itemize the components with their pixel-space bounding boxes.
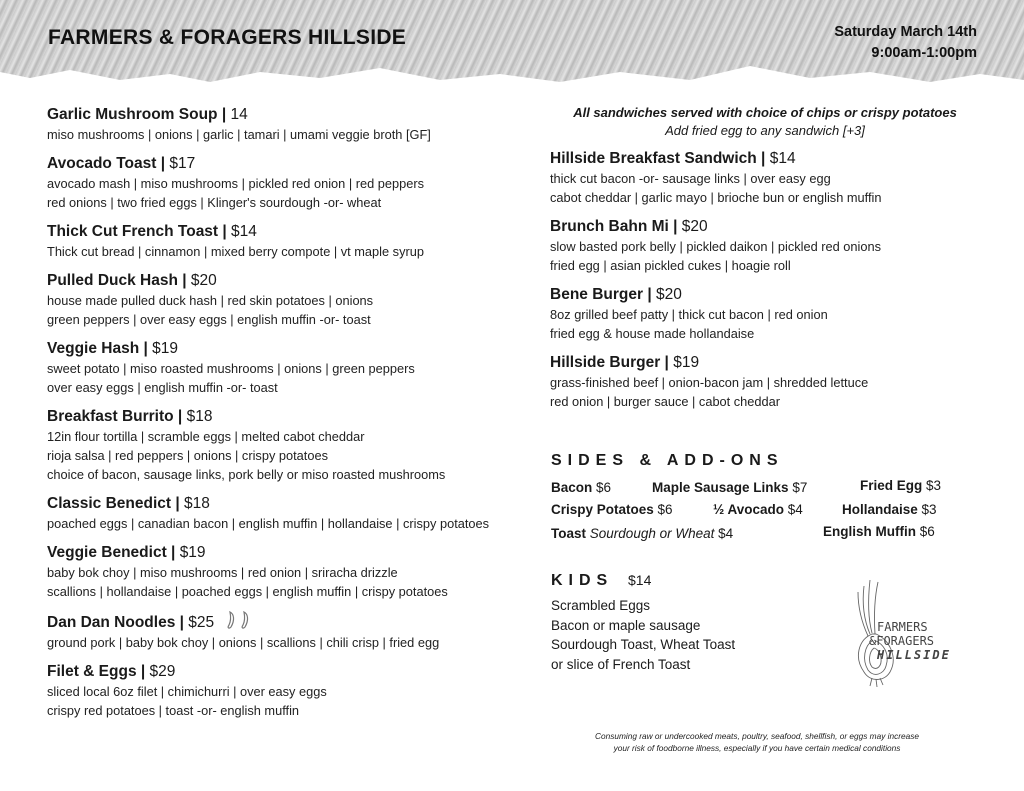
sandwich-note — [550, 104, 980, 140]
item-name: Classic Benedict — [47, 495, 172, 512]
item-name: Garlic Mushroom Soup — [47, 106, 218, 123]
side-item — [842, 502, 937, 517]
item-desc: miso mushrooms | onions | garlic | tamari | umami veggie broth [GF] — [47, 127, 431, 142]
item-name: Pulled Duck Hash — [47, 272, 178, 289]
item-desc: ground pork | baby bok choy | onions | scallions | chili crisp | fried egg — [47, 635, 440, 650]
item-price: $25 — [188, 614, 215, 631]
kids-line: Scrambled Eggs — [551, 598, 651, 613]
side-price: $4 — [718, 526, 734, 541]
menu-item: Filet & Eggs | $29 sliced local 6oz filet | chimichurri | over easy eggs crispy red potatoes | toast -or- english muffin — [47, 661, 527, 720]
side-price: $6 — [919, 524, 935, 539]
side-item — [551, 480, 611, 495]
item-price: $20 — [655, 286, 682, 303]
item-desc: cabot cheddar | garlic mayo | brioche bun or english muffin — [550, 190, 882, 205]
menu-item: Brunch Bahn Mi | $20 slow basted pork belly | pickled daikon | pickled red onions fried egg | asian pickled cukes | hoagie roll — [550, 216, 980, 275]
side-item — [860, 478, 941, 493]
menu-item: Pulled Duck Hash | $20 house made pulled duck hash | red skin potatoes | onions green peppers | over easy eggs | english muffin -or- toast — [47, 270, 527, 329]
logo-text — [869, 620, 951, 662]
item-desc: red onions | two fried eggs | Klinger's sourdough -or- wheat — [47, 195, 382, 210]
item-name: Hillside Breakfast Sandwich — [550, 150, 757, 167]
menu-item: Veggie Hash | $19 sweet potato | miso roasted mushrooms | onions | green peppers over easy eggs | english muffin -or- toast — [47, 338, 527, 397]
side-detail: Sourdough or Wheat — [589, 526, 715, 541]
item-desc: poached eggs | canadian bacon | english muffin | hollandaise | crispy potatoes — [47, 516, 490, 531]
menu-item: Bene Burger | $20 8oz grilled beef patty | thick cut bacon | red onion fried egg & house made hollandaise — [550, 284, 980, 343]
item-name: Veggie Benedict — [47, 544, 167, 561]
date-label: Saturday March 14th — [834, 24, 977, 40]
side-price: $7 — [792, 480, 808, 495]
side-name: English Muffin — [823, 524, 916, 539]
foodborne-disclaimer — [548, 730, 966, 754]
menu-item: Thick Cut French Toast | $14 Thick cut bread | cinnamon | mixed berry compote | vt maple syrup — [47, 221, 527, 261]
item-desc: green peppers | over easy eggs | english muffin -or- toast — [47, 312, 371, 327]
item-desc: scallions | hollandaise | poached eggs | english muffin | crispy potatoes — [47, 584, 448, 599]
chili-pepper-icon — [224, 610, 258, 630]
item-desc: red onion | burger sauce | cabot cheddar — [550, 394, 781, 409]
logo-line2: &FORAGERS — [869, 634, 935, 648]
item-price: 14 — [230, 106, 248, 123]
disclaimer-line2: your risk of foodborne illness, especially if you have certain medical conditions — [613, 743, 901, 753]
item-desc: baby bok choy | miso mushrooms | red onion | sriracha drizzle — [47, 565, 398, 580]
item-desc: crispy red potatoes | toast -or- english muffin — [47, 703, 300, 718]
service-date — [834, 22, 977, 64]
torn-edge — [0, 60, 1024, 100]
kids-list — [551, 596, 735, 674]
side-item — [551, 502, 673, 517]
item-price: $18 — [186, 408, 213, 425]
item-price: $20 — [190, 272, 217, 289]
side-item — [823, 524, 935, 539]
sandwich-note-line2: Add fried egg to any sandwich [+3] — [665, 123, 865, 138]
item-name: Brunch Bahn Mi — [550, 218, 669, 235]
item-desc: house made pulled duck hash | red skin potatoes | onions — [47, 293, 374, 308]
item-price: $19 — [673, 354, 700, 371]
kids-heading: KIDS — [551, 572, 614, 589]
menu-item: Breakfast Burrito | $18 12in flour tortilla | scramble eggs | melted cabot cheddar rioja salsa | red peppers | onions | crispy potatoes choice of bacon, sausage links, pork belly or miso roasted mushrooms — [47, 406, 527, 484]
item-desc: Thick cut bread | cinnamon | mixed berry compote | vt maple syrup — [47, 244, 424, 259]
right-menu-column — [550, 104, 980, 420]
restaurant-title: FARMERS & FORAGERS HILLSIDE — [48, 26, 407, 49]
item-desc: avocado mash | miso mushrooms | pickled red onion | red peppers — [47, 176, 425, 191]
item-desc: 12in flour tortilla | scramble eggs | melted cabot cheddar — [47, 429, 365, 444]
item-name: Breakfast Burrito — [47, 408, 174, 425]
item-desc: thick cut bacon -or- sausage links | over easy egg — [550, 171, 831, 186]
side-price: $6 — [596, 480, 612, 495]
item-desc: fried egg | asian pickled cukes | hoagie roll — [550, 258, 791, 273]
logo-line3: HILLSIDE — [877, 648, 951, 662]
menu-item: Avocado Toast | $17 avocado mash | miso mushrooms | pickled red onion | red peppers red onions | two fried eggs | Klinger's sourdough -or- wheat — [47, 153, 527, 212]
item-name: Bene Burger — [550, 286, 644, 303]
side-name: Toast — [551, 526, 587, 541]
menu-item: Dan Dan Noodles | $25 ground pork | baby bok choy | onions | scallions | chili crisp | fried egg — [47, 610, 527, 652]
disclaimer-line1: Consuming raw or undercooked meats, poultry, seafood, shellfish, or eggs may increase — [594, 731, 920, 741]
kids-line: Bacon or maple sausage — [551, 617, 701, 633]
kids-price: $14 — [628, 572, 652, 588]
side-price: $6 — [657, 502, 673, 517]
item-desc: sliced local 6oz filet | chimichurri | over easy eggs — [47, 684, 327, 699]
item-price: $19 — [179, 544, 206, 561]
side-item — [713, 502, 803, 517]
item-desc: fried egg & house made hollandaise — [550, 326, 755, 341]
item-desc: slow basted pork belly | pickled daikon | pickled red onions — [550, 239, 882, 254]
left-menu-column — [47, 104, 527, 729]
item-name: Thick Cut French Toast — [47, 223, 219, 240]
kids-line: or slice of French Toast — [551, 656, 691, 672]
menu-item: Veggie Benedict | $19 baby bok choy | miso mushrooms | red onion | sriracha drizzle scallions | hollandaise | poached eggs | english muffin | crispy potatoes — [47, 542, 527, 601]
sides-heading: SIDES & ADD-ONS — [551, 452, 784, 469]
logo-line1: FARMERS — [877, 620, 928, 634]
side-price: $3 — [921, 502, 937, 517]
side-name: Crispy Potatoes — [551, 502, 654, 517]
menu-item: Hillside Burger | $19 grass-finished beef | onion-bacon jam | shredded lettuce red onion | burger sauce | cabot cheddar — [550, 352, 980, 411]
header-banner — [0, 0, 1024, 92]
item-price: $20 — [681, 218, 708, 235]
item-price: $14 — [231, 223, 257, 240]
item-price: $29 — [149, 663, 176, 680]
side-name: Bacon — [551, 480, 593, 495]
item-price: $18 — [184, 495, 210, 512]
item-desc: sweet potato | miso roasted mushrooms | onions | green peppers — [47, 361, 415, 376]
item-price: $14 — [769, 150, 796, 167]
item-desc: over easy eggs | english muffin -or- toast — [47, 380, 278, 395]
side-price: $4 — [787, 502, 803, 517]
item-desc: choice of bacon, sausage links, pork belly or miso roasted mushrooms — [47, 467, 446, 482]
item-name: Filet & Eggs — [47, 663, 137, 680]
menu-item: Hillside Breakfast Sandwich | $14 thick cut bacon -or- sausage links | over easy egg cabot cheddar | garlic mayo | brioche bun or english muffin — [550, 148, 980, 207]
side-name: ½ Avocado — [713, 502, 785, 517]
menu-item: Garlic Mushroom Soup | 14 miso mushrooms | onions | garlic | tamari | umami veggie broth [GF] — [47, 104, 527, 144]
time-label: 9:00am-1:00pm — [871, 45, 977, 61]
item-name: Hillside Burger — [550, 354, 661, 371]
sandwich-note-line1: All sandwiches served with choice of chips or crispy potatoes — [573, 105, 957, 120]
item-desc: rioja salsa | red peppers | onions | crispy potatoes — [47, 448, 328, 463]
side-name: Maple Sausage Links — [652, 480, 789, 495]
side-item — [652, 480, 807, 495]
menu-item: Classic Benedict | $18 poached eggs | canadian bacon | english muffin | hollandaise | crispy potatoes — [47, 493, 527, 533]
side-price: $3 — [926, 478, 942, 493]
kids-line: Sourdough Toast, Wheat Toast — [551, 637, 736, 652]
item-desc: grass-finished beef | onion-bacon jam | shredded lettuce — [550, 375, 869, 390]
item-name: Veggie Hash — [47, 340, 140, 357]
item-desc: 8oz grilled beef patty | thick cut bacon | red onion — [550, 307, 828, 322]
side-item — [551, 526, 733, 541]
item-price: $19 — [152, 340, 179, 357]
side-name: Fried Egg — [860, 478, 923, 493]
item-name: Dan Dan Noodles — [47, 614, 176, 631]
item-name: Avocado Toast — [47, 155, 157, 172]
item-price: $17 — [169, 155, 196, 172]
side-name: Hollandaise — [842, 502, 918, 517]
